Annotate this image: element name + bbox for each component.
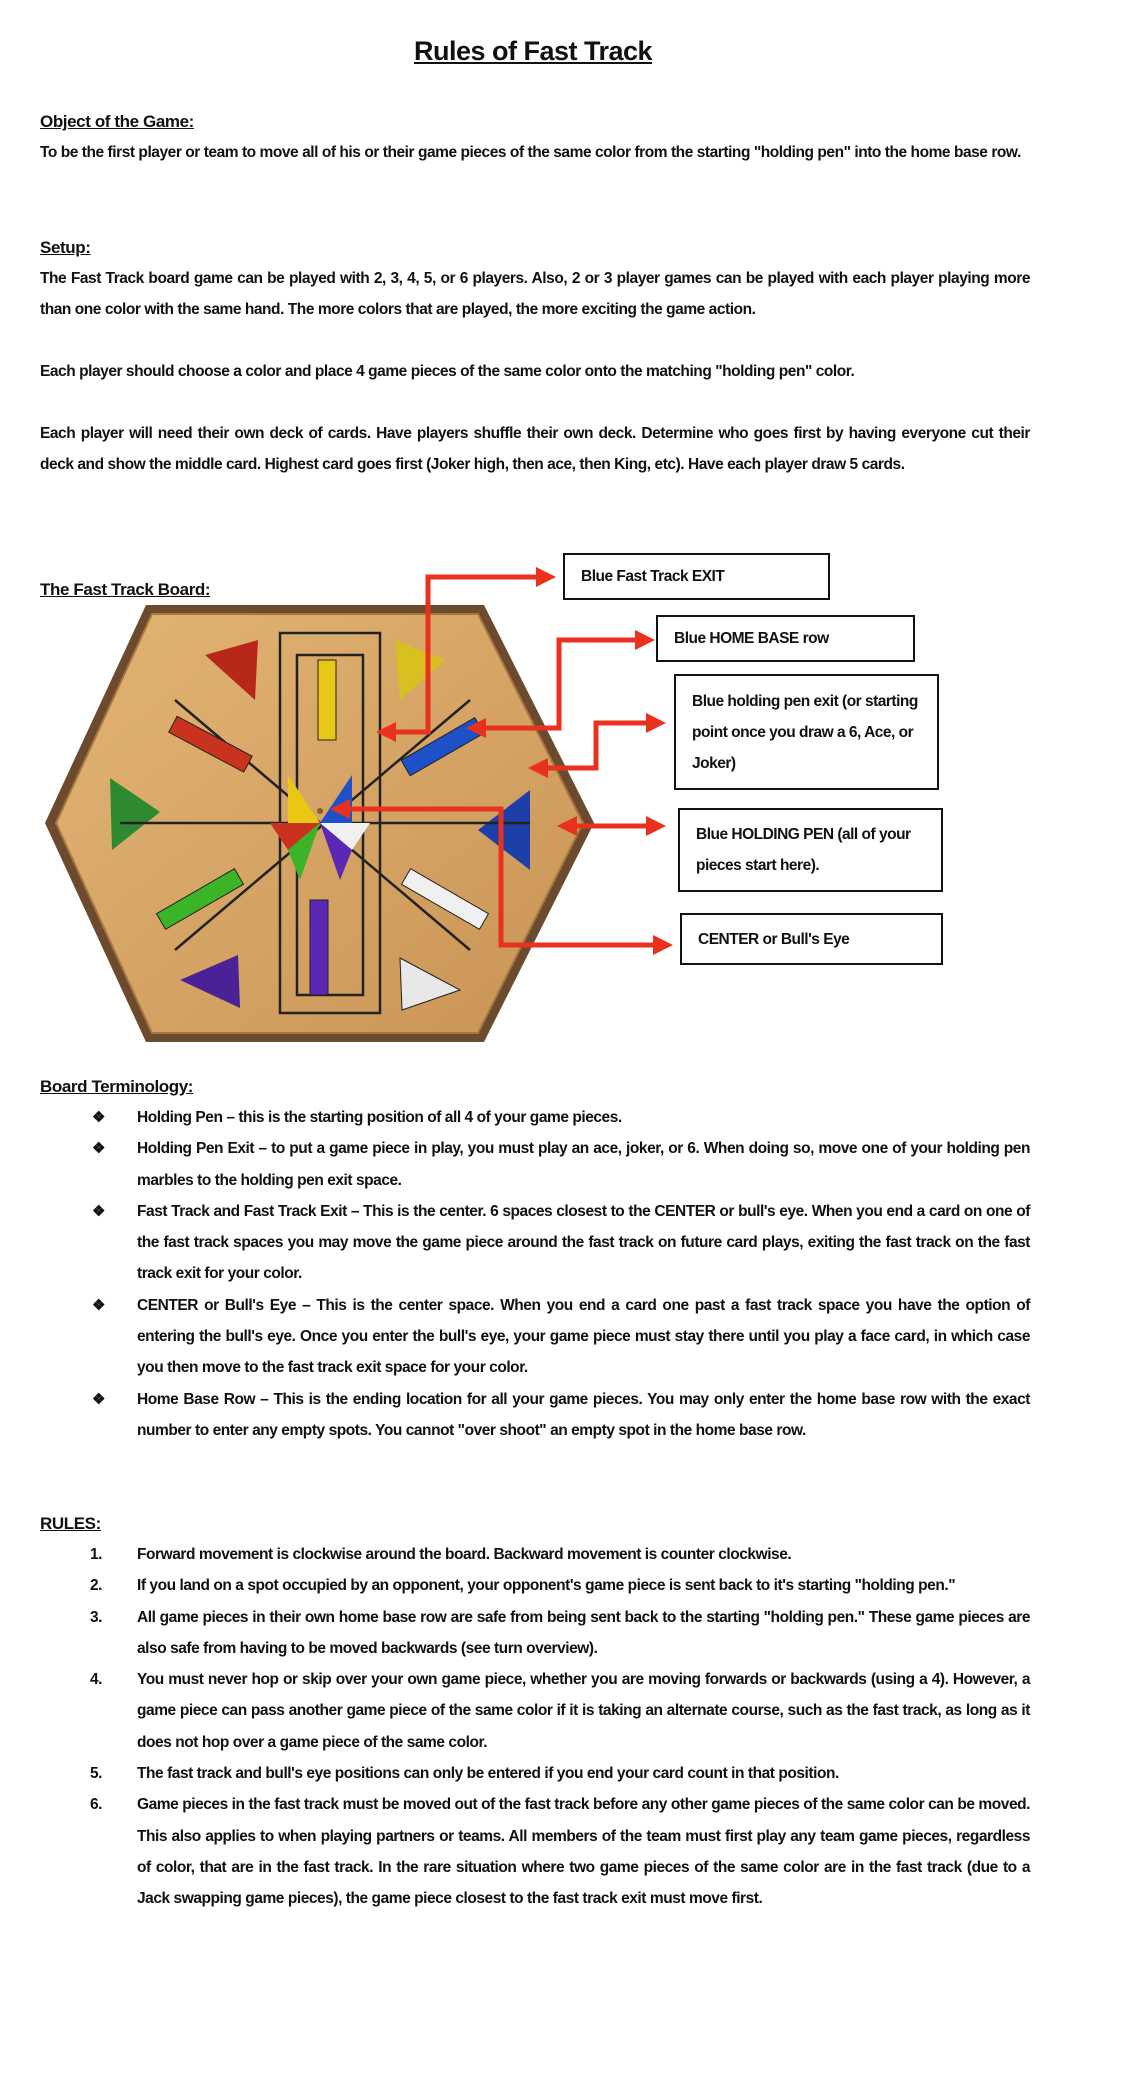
diamond-bullet-icon: ❖: [92, 1296, 105, 1314]
callout-fast-track-exit: Blue Fast Track EXIT: [563, 553, 830, 600]
term-item: [40, 1290, 1030, 1384]
rule-number: 1.: [90, 1546, 103, 1563]
rules-heading: RULES:: [40, 1514, 101, 1533]
rule-number: 6.: [90, 1796, 103, 1814]
rule-number: 3.: [90, 1608, 103, 1626]
rule-text: The fast track and bull's eye positions can only be entered if you end your card count in that position.: [137, 1765, 839, 1783]
bulls-eye: [317, 808, 323, 814]
rule-text: If you land on a spot occupied by an opponent, your opponent's game piece is sent back to it's starting "holding pen.": [137, 1577, 956, 1595]
setup-paragraph: The Fast Track board game can be played with 2, 3, 4, 5, or 6 players. Also, 2 or 3 player games can be played with each player playing more than one color with the same hand. The more colors that are played, the more exciting the game action.: [40, 270, 1030, 318]
term-item: [40, 1196, 1030, 1290]
rule-number: 2.: [90, 1577, 103, 1595]
rule-text: All game pieces in their own home base row are safe from being sent back to the starting "holding pen." These game pieces are also safe from having to be moved backwards (see turn overview).: [137, 1608, 1030, 1657]
term-text: Holding Pen – this is the starting position of all 4 of your game pieces.: [137, 1109, 622, 1126]
terminology-section: [40, 1071, 1030, 1446]
rule-item: [40, 1789, 1030, 1914]
rule-text: Forward movement is clockwise around the board. Backward movement is counter clockwise.: [137, 1546, 792, 1563]
diamond-bullet-icon: ❖: [92, 1140, 105, 1158]
term-item: [40, 1384, 1030, 1447]
setup-heading: Setup:: [40, 238, 91, 257]
setup-paragraph: Each player will need their own deck of cards. Have players shuffle their own deck. Determine who goes first by having everyone cut their deck and show the middle card. Highest card goes first (Joker high, then ace, then King, etc). Have each player draw 5 cards.: [40, 425, 1030, 473]
term-text: Holding Pen Exit – to put a game piece in play, you must play an ace, joker, or 6. When doing so, move one of your holding pen marbles to the holding pen exit space.: [137, 1140, 1030, 1189]
rule-item: [40, 1758, 1030, 1789]
diamond-bullet-icon: ❖: [92, 1109, 105, 1126]
rule-text: You must never hop or skip over your own game piece, whether you are moving forwards or backwards (using a 4). However, a game piece can pass another game piece of the same color if it is taking an alternate course, such as the fast track, as long as it does not hop over a game piece of the same color.: [137, 1671, 1030, 1751]
callout-home-base-row: Blue HOME BASE row: [656, 615, 915, 662]
object-heading: Object of the Game:: [40, 112, 194, 131]
purple-home-row: [310, 900, 328, 995]
rule-item: [40, 1664, 1030, 1758]
rules-section: [40, 1508, 1030, 1915]
object-text: To be the first player or team to move all of his or their game pieces of the same color from the starting "holding pen" into the home base row.: [40, 144, 1021, 161]
yellow-home-row: [318, 660, 336, 740]
callout-holding-pen: Blue HOLDING PEN (all of your pieces start here).: [678, 808, 943, 892]
rule-text: Game pieces in the fast track must be moved out of the fast track before any other game pieces of the same color can be moved. This also applies to when playing partners or teams. All members of the team must first play any team game pieces, regardless of color, that are in the fast track. In the rare situation where two game pieces of the same color are in the fast track (due to a Jack swapping game pieces), the game piece closest to the fast track exit must move first.: [137, 1796, 1030, 1908]
setup-paragraph: Each player should choose a color and place 4 game pieces of the same color onto the matching "holding pen" color.: [40, 363, 855, 380]
rule-number: 5.: [90, 1765, 103, 1783]
term-text: CENTER or Bull's Eye – This is the center space. When you end a card one past a fast track space you have the option of entering the bull's eye. Once you enter the bull's eye, your game piece must stay there until you play a face card, in which case you then move to the fast track exit space for your color.: [137, 1296, 1030, 1377]
game-board-image: [45, 605, 594, 1042]
rule-number: 4.: [90, 1671, 103, 1689]
terminology-heading: Board Terminology:: [40, 1077, 194, 1096]
rule-item: [40, 1570, 1030, 1601]
callout-center: CENTER or Bull's Eye: [680, 913, 943, 965]
term-text: Fast Track and Fast Track Exit – This is the center. 6 spaces closest to the CENTER or bull's eye. When you end a card on one of the fast track spaces you may move the game piece around the fast track on future card plays, exiting the fast track on the fast track exit for your color.: [137, 1202, 1030, 1283]
callout-holding-pen-exit: Blue holding pen exit (or starting point once you draw a 6, Ace, or Joker): [674, 674, 939, 790]
diamond-bullet-icon: ❖: [92, 1202, 105, 1220]
rule-item: [40, 1539, 1030, 1570]
term-text: Home Base Row – This is the ending location for all your game pieces. You may only enter the home base row with the exact number to enter any empty spots. You cannot "over shoot" an empty spot in the home base row.: [137, 1390, 1030, 1439]
board-heading: The Fast Track Board:: [40, 580, 211, 599]
diamond-bullet-icon: ❖: [92, 1390, 105, 1408]
term-item: [40, 1102, 1030, 1133]
page-title: Rules of Fast Track: [413, 36, 653, 66]
term-item: [40, 1133, 1030, 1196]
rule-item: [40, 1602, 1030, 1665]
